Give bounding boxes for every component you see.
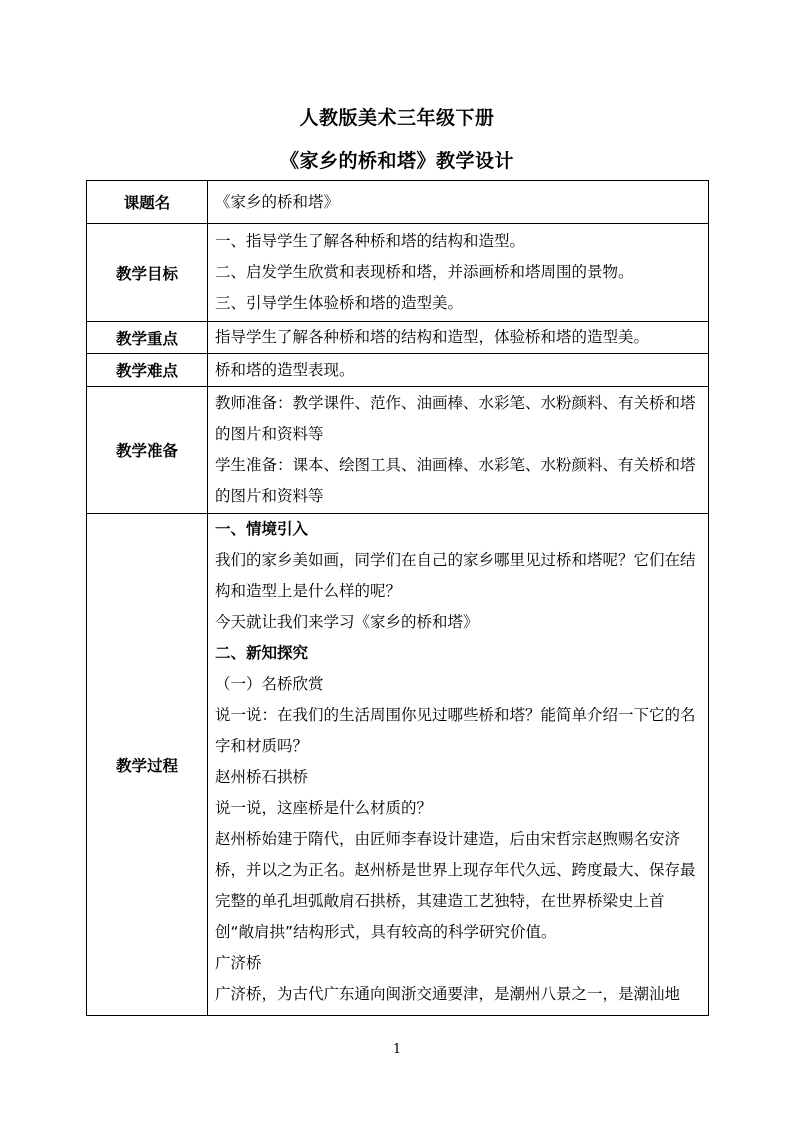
paragraph: 说一说：在我们的生活周围你见过哪些桥和塔？能简单介绍一下它的名字和材质吗？ xyxy=(215,706,696,755)
paragraph: 广济桥，为古代广东通向闽浙交通要津，是潮州八景之一，是潮汕地 xyxy=(215,985,681,1003)
key-points-text: 指导学生了解各种桥和塔的结构和造型，体验桥和塔的造型美。 xyxy=(215,328,650,346)
difficulties-text: 桥和塔的造型表现。 xyxy=(215,360,355,379)
row-label-difficulties: 教学难点 xyxy=(87,354,208,387)
row-value-key-points xyxy=(208,322,709,354)
bridge-name: 赵州桥石拱桥 xyxy=(215,768,309,786)
lesson-plan-table xyxy=(86,180,709,1016)
section-heading: 一、情境引入 xyxy=(215,520,309,538)
paragraph: 今天就让我们来学习《家乡的桥和塔》 xyxy=(215,613,479,631)
row-label-process: 教学过程 xyxy=(87,514,208,1016)
row-value-preparation xyxy=(208,387,709,514)
paragraph: 我们的家乡美如画，同学们在自己的家乡哪里见过桥和塔呢？它们在结构和造型上是什么样的呢？ xyxy=(215,551,696,600)
paragraph: 说一说，这座桥是什么材质的？ xyxy=(215,799,433,817)
row-value-goals xyxy=(208,224,709,322)
table-row-goals xyxy=(87,224,709,322)
table-row-preparation xyxy=(87,387,709,514)
row-label-preparation: 教学准备 xyxy=(87,387,208,514)
subsection-heading: （一）名桥欣赏 xyxy=(215,675,324,693)
row-value-difficulties xyxy=(208,354,709,387)
teacher-preparation: 教师准备：教学课件、范作、油画棒、水彩笔、水粉颜料、有关桥和塔的图片和资料等 xyxy=(215,394,696,443)
row-label-goals: 教学目标 xyxy=(87,224,208,322)
row-label-topic: 课题名 xyxy=(87,181,208,224)
goal-item: 一、指导学生了解各种桥和塔的结构和造型。 xyxy=(215,232,526,250)
row-value-topic xyxy=(208,181,709,224)
table-row-difficulties xyxy=(87,354,709,387)
paragraph: 赵州桥始建于隋代，由匠师李春设计建造，后由宋哲宗赵煦赐名安济桥，并以之为正名。赵州桥是世界上现存年代久远、跨度最大、保存最完整的单孔坦弧敞肩石拱桥，其建造工艺独特，在世界桥梁史上首创“敞肩拱”结构形式，具有较高的科学研究价值。 xyxy=(215,830,696,941)
document-title-line1: 人教版美术三年级下册 xyxy=(299,107,495,129)
table-row-topic xyxy=(87,181,709,224)
page-number: 1 xyxy=(392,1042,402,1057)
table-row-process xyxy=(87,514,709,1016)
goal-item: 三、引导学生体验桥和塔的造型美。 xyxy=(215,294,464,312)
topic-text: 《家乡的桥和塔》 xyxy=(215,192,340,211)
section-heading: 二、新知探究 xyxy=(215,644,309,662)
table-row-key-points xyxy=(87,322,709,354)
goal-item: 二、启发学生欣赏和表现桥和塔，并添画桥和塔周围的景物。 xyxy=(215,263,634,281)
bridge-name: 广济桥 xyxy=(215,954,262,972)
row-value-process xyxy=(208,514,709,1016)
student-preparation: 学生准备：课本、绘图工具、油画棒、水彩笔、水粉颜料、有关桥和塔的图片和资料等 xyxy=(215,456,696,505)
document-title-line2: 《家乡的桥和塔》教学设计 xyxy=(279,150,514,172)
row-label-key-points: 教学重点 xyxy=(87,322,208,354)
